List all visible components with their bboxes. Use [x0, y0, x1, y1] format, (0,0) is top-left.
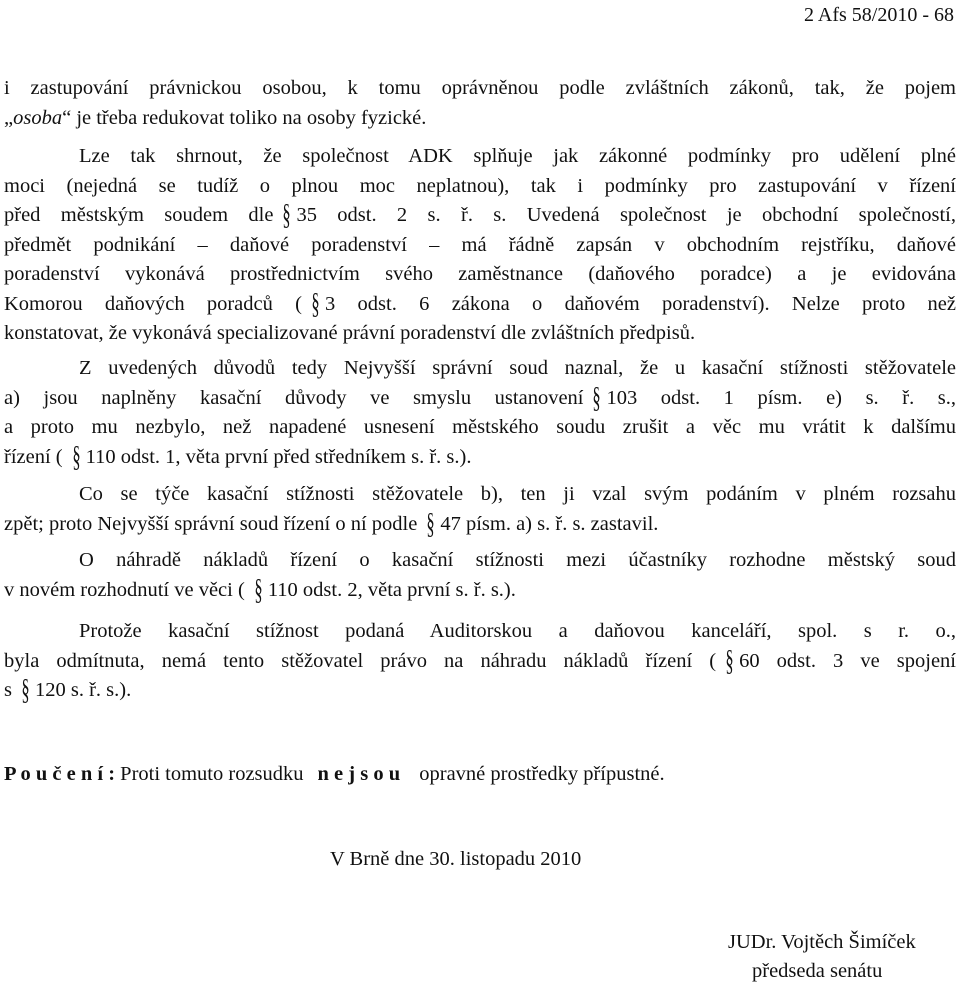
text-line: konstatovat, že vykonává specializované právní poradenství dle zvláštních předpisů.	[4, 322, 696, 344]
paragraph-auditor	[4, 617, 956, 706]
text-fragment: řízení (	[4, 445, 63, 468]
paragraph-ruling-a	[4, 354, 956, 472]
text-fragment: 3 odst. 6 zákona o daňovém poradenství). Nelze proto než	[325, 292, 956, 315]
paragraph-costs	[4, 546, 956, 605]
section-sign-icon: §	[282, 198, 292, 231]
paragraph-adk	[4, 142, 956, 349]
text-line: a proto mu nezbylo, než napadené usnesení městského soudu zrušit a věc mu vrátit k dalšímu	[4, 416, 956, 438]
italic-term: osoba	[13, 106, 63, 129]
text-line	[4, 198, 956, 231]
text-line	[4, 439, 956, 473]
text-line: i zastupování právnickou osobou, k tomu oprávněnou podle zvláštních zákonů, tak, že pojem	[4, 77, 956, 99]
text-fragment: 110 odst. 2, věta první s. ř. s.).	[267, 578, 516, 601]
section-sign-icon: §	[21, 673, 30, 706]
text-fragment: 47 písm. a) s. ř. s. zastavil.	[440, 512, 659, 535]
text-line: předmět podnikání – daňové poradenství – má řádně zapsán v obchodním rejstříku, daňové	[4, 233, 956, 256]
text-line: Co se týče kasační stížnosti stěžovatele b), ten ji vzal svým podáním v plném rozsahu	[79, 483, 956, 505]
text-fragment: “ je třeba redukovat toliko na osoby fyzické.	[62, 106, 427, 129]
text-line	[4, 572, 956, 606]
text-line	[4, 643, 956, 677]
text-line	[4, 380, 956, 414]
text-fragment: byla odmítnuta, nemá tento stěžovatel právo na náhradu nákladů řízení (	[4, 649, 717, 672]
text-line	[4, 506, 956, 540]
judge-name: JUDr. Vojtěch Šimíček	[728, 931, 916, 953]
text-fragment: a) jsou naplněny kasační důvody ve smyslu ustanovení	[4, 386, 584, 409]
text-line	[4, 286, 956, 320]
text-fragment: v novém rozhodnutí ve věci (	[4, 578, 245, 601]
emphasis-text: n e j s o u	[317, 763, 401, 785]
text-line: moci (nejedná se tudíž o plnou moc neplatnou), tak i podmínky pro zastupování v řízení	[4, 174, 956, 197]
instruction-label: P o u č e n í :	[4, 763, 116, 785]
instruction-line	[4, 760, 665, 790]
text-line: Lze tak shrnout, že společnost ADK splňuje jak zákonné podmínky pro udělení plné	[79, 145, 956, 167]
place-date: V Brně dne 30. listopadu 2010	[330, 848, 582, 870]
text-fragment: 35 odst. 2 s. ř. s. Uvedená společnost je obchodní společností,	[296, 204, 956, 226]
judge-role: předseda senátu	[752, 960, 883, 982]
text-line: poradenství vykonává prostřednictvím svého zaměstnance (daňového poradce) a je evidována	[4, 263, 956, 285]
text-line	[4, 104, 956, 134]
text-fragment: 103 odst. 1 písm. e) s. ř. s.,	[606, 386, 956, 409]
text-fragment: 120 s. ř. s.).	[34, 679, 132, 701]
text-line: Protože kasační stížnost podaná Auditorskou a daňovou kanceláří, spol. s r. o.,	[79, 620, 956, 642]
text-line: Z uvedených důvodů tedy Nejvyšší správní soud naznal, že u kasační stížnosti stěžovatele	[79, 357, 956, 379]
section-sign-icon: §	[311, 286, 320, 320]
paragraph-continuation	[4, 74, 956, 133]
paragraph-ruling-b	[4, 480, 956, 539]
text-fragment: s	[4, 679, 12, 701]
text-fragment: 60 odst. 3 ve spojení	[739, 649, 956, 672]
open-quote: „	[4, 106, 14, 129]
case-reference: 2 Afs 58/2010 - 68	[804, 4, 954, 26]
text-fragment: Komorou daňových poradců (	[4, 292, 303, 315]
text-fragment: zpět; proto Nejvyšší správní soud řízení o ní podle	[4, 512, 418, 535]
text-fragment: Proti tomuto rozsudku	[120, 763, 304, 785]
section-sign-icon: §	[426, 506, 435, 540]
text-fragment: před městským soudem dle	[4, 204, 274, 226]
text-fragment: 110 odst. 1, věta první před středníkem s. ř. s.).	[85, 445, 472, 468]
section-sign-icon: §	[254, 572, 263, 606]
text-line	[4, 673, 956, 706]
text-fragment: opravné prostředky přípustné.	[419, 763, 665, 785]
section-sign-icon: §	[592, 380, 602, 414]
section-sign-icon: §	[72, 439, 81, 473]
text-line: O náhradě nákladů řízení o kasační stížnosti mezi účastníky rozhodne městský soud	[79, 549, 956, 571]
section-sign-icon: §	[725, 643, 734, 677]
